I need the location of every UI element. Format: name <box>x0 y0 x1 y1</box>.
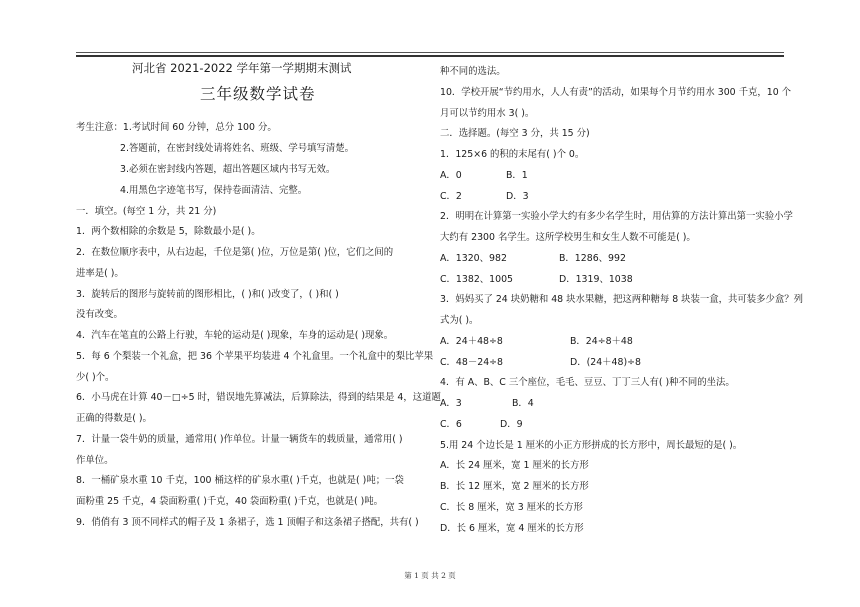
choice-3-option-a: A．24＋48÷8 <box>440 336 503 347</box>
choice-3-cont: 式为( )。 <box>440 315 479 326</box>
question-6: 6．小马虎在计算 40－□÷5 时，错误地先算减法，后算除法，得到的结果是 4，这道题 <box>76 392 441 403</box>
question-8-cont: 面粉重 25 千克，4 袋面粉重( )千克，40 袋面粉重( )千克，也就是( )吨。 <box>76 496 384 507</box>
question-10: 10．学校开展“节约用水，人人有责”的活动，如果每个月节约用水 300 千克，10 个 <box>440 87 792 98</box>
top-rule-thick <box>76 55 784 57</box>
question-10-cont: 月可以节约用水 3( )。 <box>440 108 535 119</box>
note-4: 4.用黑色字迹笔书写，保持卷面清洁、完整。 <box>120 185 308 196</box>
top-rule <box>76 52 784 53</box>
question-9-cont: 种不同的选法。 <box>440 66 506 77</box>
choice-5-option-d: D．长 6 厘米，宽 4 厘米的长方形 <box>440 523 584 534</box>
choice-1-option-d: D．3 <box>506 191 529 202</box>
choice-2-option-c: C．1382、1005 <box>440 274 514 285</box>
question-9: 9．俏俏有 3 顶不同样式的帽子及 1 条裙子，选 1 顶帽子和这条裙子搭配，共有( ) <box>76 517 419 528</box>
question-5: 5．每 6 个梨装一个礼盒，把 36 个苹果平均装进 4 个礼盒里。一个礼盒中的梨比苹果 <box>76 351 434 362</box>
choice-2-cont: 大约有 2300 名学生。这所学校男生和女生人数不可能是( )。 <box>440 232 696 243</box>
choice-5-option-b: B．长 12 厘米，宽 2 厘米的长方形 <box>440 481 589 492</box>
question-7: 7．计量一袋牛奶的质量，通常用( )作单位。计量一辆货车的载质量，通常用( ) <box>76 434 403 445</box>
question-3: 3．旋转后的图形与旋转前的图形相比，( )和( )改变了，( )和( ) <box>76 289 339 300</box>
page-footer: 第 1 页 共 2 页 <box>404 571 456 580</box>
section-fill-in: 一．填空。(每空 1 分，共 21 分) <box>76 206 217 217</box>
question-7-cont: 作单位。 <box>76 455 114 466</box>
note-3: 3.必须在密封线内答题，超出答题区域内书写无效。 <box>120 164 336 175</box>
choice-4-option-a: A．3 <box>440 398 462 409</box>
choice-2-option-b: B．1286、992 <box>559 253 626 264</box>
exam-subtitle: 三年级数学试卷 <box>200 85 316 103</box>
exam-title: 河北省 2021-2022 学年第一学期期末测试 <box>132 61 352 75</box>
choice-3-option-b: B．24÷8＋48 <box>570 336 633 347</box>
choice-1-option-c: C．2 <box>440 191 462 202</box>
choice-1: 1．125×6 的积的末尾有( )个 0。 <box>440 149 585 160</box>
choice-4-option-c: C．6 <box>440 419 462 430</box>
question-2-cont: 进率是( )。 <box>76 268 124 279</box>
choice-3-option-c: C．48－24÷8 <box>440 357 503 368</box>
question-2: 2．在数位顺序表中，从右边起，千位是第( )位，万位是第( )位，它们之间的 <box>76 247 394 258</box>
choice-4-option-b: B．4 <box>512 398 534 409</box>
choice-3: 3．妈妈买了 24 块奶糖和 48 块水果糖，把这两种糖每 8 块装一盒，共可装多少盒？列 <box>440 294 804 305</box>
choice-5-option-a: A．长 24 厘米，宽 1 厘米的长方形 <box>440 460 589 471</box>
note-2: 2.答题前，在密封线处请将姓名、班级、学号填写清楚。 <box>120 143 354 154</box>
section-choice: 二．选择题。(每空 3 分，共 15 分) <box>440 128 590 139</box>
choice-2: 2．明明在计算第一实验小学大约有多少名学生时，用估算的方法计算出第一实验小学 <box>440 211 793 222</box>
question-6-cont: 正确的得数是( )。 <box>76 413 152 424</box>
choice-3-option-d: D．(24＋48)÷8 <box>570 357 641 368</box>
question-5-cont: 少( )个。 <box>76 372 115 383</box>
choice-1-option-b: B．1 <box>506 170 528 181</box>
choice-5-option-c: C．长 8 厘米，宽 3 厘米的长方形 <box>440 502 583 513</box>
choice-5: 5.用 24 个边长是 1 厘米的小正方形拼成的长方形中，周长最短的是( )。 <box>440 440 743 451</box>
question-1: 1．两个数相除的余数是 5，除数最小是( )。 <box>76 226 261 237</box>
choice-1-option-a: A．0 <box>440 170 462 181</box>
choice-2-option-a: A．1320、982 <box>440 253 507 264</box>
question-4: 4．汽车在笔直的公路上行驶，车轮的运动是( )现象，车身的运动是( )现象。 <box>76 330 394 341</box>
note-1: 考生注意：1.考试时间 60 分钟，总分 100 分。 <box>76 122 277 133</box>
choice-2-option-d: D．1319、1038 <box>559 274 633 285</box>
choice-4: 4．有 A、B、C 三个座位，毛毛、豆豆、丁丁三人有( )种不同的坐法。 <box>440 377 735 388</box>
question-3-cont: 没有改变。 <box>76 309 123 320</box>
question-8: 8．一桶矿泉水重 10 千克，100 桶这样的矿泉水重( )千克，也就是( )吨；一袋 <box>76 475 404 486</box>
choice-4-option-d: D．9 <box>500 419 523 430</box>
